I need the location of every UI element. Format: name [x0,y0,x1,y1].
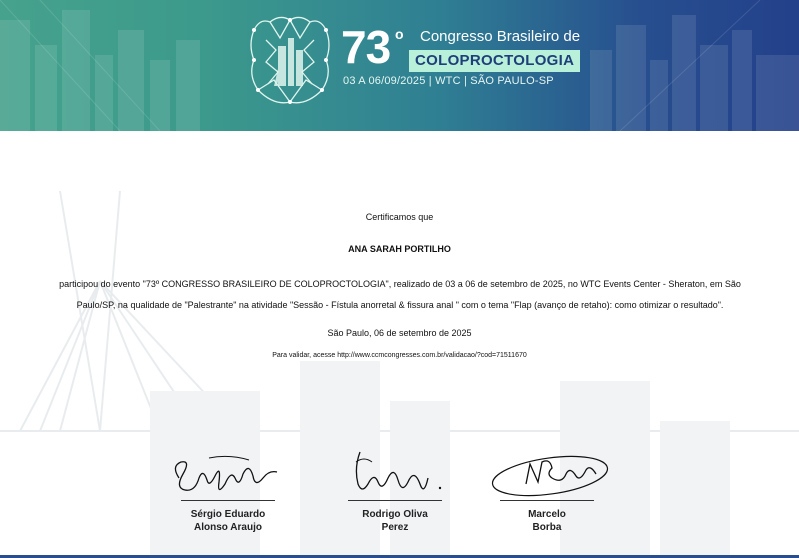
signer-name-3: Marcelo Borba [528,509,566,533]
skyline-background [0,0,799,131]
signature-image-1 [169,448,289,500]
signature-image-3 [490,448,620,500]
signature-block-3 [500,448,594,534]
signer-name-2: Rodrigo Oliva Perez [362,509,428,533]
certify-text: Certificamos que [365,212,434,222]
signature-line-2 [348,500,442,501]
signer-name-1: Sérgio Eduardo Alonso Araujo [190,509,266,533]
event-date-location: 03 A 06/09/2025 | WTC | SÃO PAULO-SP [343,75,554,87]
signature-image-2 [340,448,450,500]
congress-logo-icon [244,10,336,110]
certificate-paragraph [30,274,770,316]
signature-line-1 [181,500,275,501]
validation-text: Para validar, acesse http://www.ccmcongresses.com.br/validacao/?cod=71511670 [272,352,527,359]
congress-specialty: COLOPROCTOLOGIA [409,50,580,72]
edition-number: 73 [341,21,391,73]
congress-title: Congresso Brasileiro de [420,28,581,45]
signature-line-3 [500,500,594,501]
signature-block-2 [348,448,442,534]
recipient-name: ANA SARAH PORTILHO [348,244,451,254]
paragraph-line-2: Paulo/SP, na qualidade de "Palestrante" na atividade "Sessão - Fístula anorretal & fissura anal " com o tema "Flap (avanço de retaho): como otimizar o resultado". [76,300,724,310]
place-date: São Paulo, 06 de setembro de 2025 [327,328,472,338]
paragraph-line-1: participou do evento "73º CONGRESSO BRASILEIRO DE COLOPROCTOLOGIA", realizado de 03 a 06 de setembro de 2025, no WTC Events Center - Sheraton, em São [59,279,741,289]
header-banner [0,0,799,131]
edition-degree: o [395,26,404,42]
signature-block-1 [181,448,275,534]
